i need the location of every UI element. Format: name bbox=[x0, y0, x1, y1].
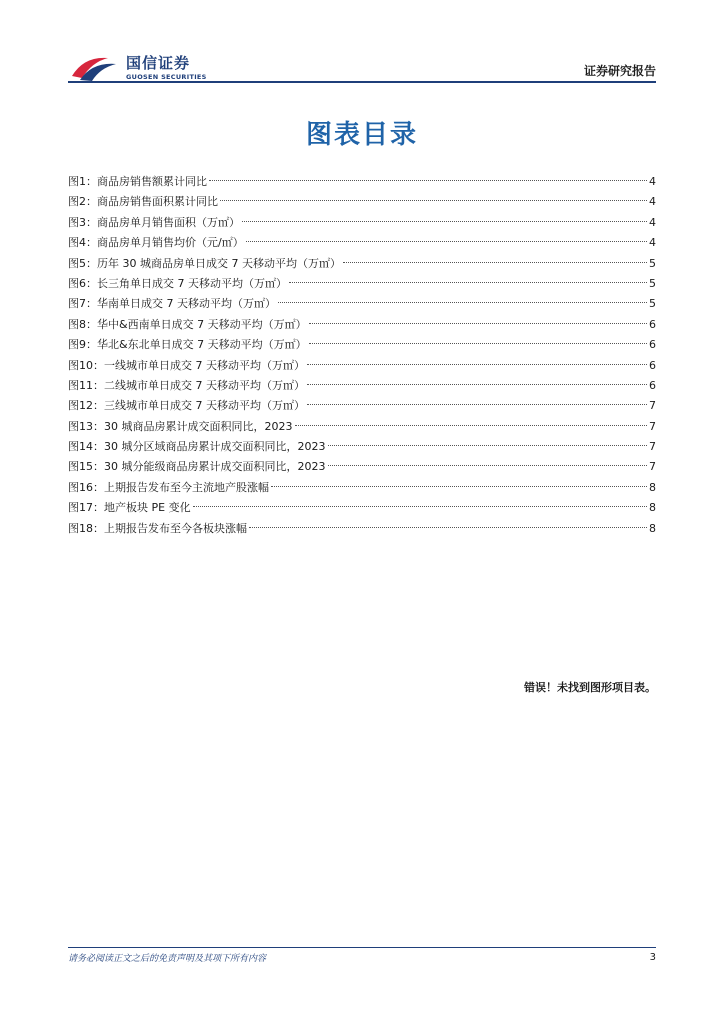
toc-entry-number: 图6： bbox=[68, 276, 97, 290]
toc-entry-page: 5 bbox=[649, 276, 656, 290]
logo-text-cn: 国信证券 bbox=[126, 54, 191, 72]
toc-entry-page: 7 bbox=[649, 440, 656, 454]
toc-entry[interactable] bbox=[68, 457, 656, 477]
toc-entry-page: 6 bbox=[649, 338, 656, 352]
header-divider bbox=[68, 81, 656, 83]
toc-dot-leader bbox=[295, 425, 648, 426]
toc-entry-page: 4 bbox=[649, 175, 656, 188]
toc-entry-title: 30 城商品房累计成交面积同比，2023 bbox=[104, 419, 293, 433]
toc-entry-number: 图4： bbox=[68, 236, 97, 250]
toc-entry-title: 华中&西南单日成交 7 天移动平均（万㎡） bbox=[97, 317, 307, 331]
toc-entry-number: 图5： bbox=[68, 256, 97, 270]
toc-entry-number: 图16： bbox=[68, 480, 104, 494]
toc-entry-page: 6 bbox=[649, 317, 656, 331]
toc-entry[interactable] bbox=[68, 519, 656, 539]
toc-entry-title: 一线城市单日成交 7 天移动平均（万㎡） bbox=[104, 358, 305, 372]
footer-disclaimer: 请务必阅读正文之后的免责声明及其项下所有内容 bbox=[68, 954, 267, 964]
toc-entry-title: 上期报告发布至今主流地产股涨幅 bbox=[104, 480, 269, 494]
toc-entry[interactable] bbox=[68, 192, 656, 212]
toc-entry[interactable] bbox=[68, 274, 656, 294]
toc-entry-number: 图7： bbox=[68, 297, 97, 311]
toc-entry-page: 6 bbox=[649, 378, 656, 392]
toc-entry-title: 30 城分能级商品房累计成交面积同比，2023 bbox=[104, 460, 326, 474]
toc-dot-leader bbox=[328, 465, 648, 466]
page-number: 3 bbox=[649, 952, 656, 963]
toc-dot-leader bbox=[209, 180, 647, 181]
toc-entry-number: 图9： bbox=[68, 338, 97, 352]
toc-list bbox=[68, 172, 656, 539]
toc-dot-leader bbox=[307, 404, 647, 405]
toc-entry-title: 地产板块 PE 变化 bbox=[104, 501, 191, 515]
toc-entry-number: 图1： bbox=[68, 175, 97, 188]
toc-entry-title: 商品房销售面积累计同比 bbox=[97, 195, 218, 209]
toc-dot-leader bbox=[271, 486, 647, 487]
error-note: 错误！未找到图形项目表。 bbox=[524, 681, 656, 694]
toc-entry-page: 4 bbox=[649, 195, 656, 209]
toc-entry-title: 商品房单月销售均价（元/㎡） bbox=[97, 236, 244, 250]
toc-dot-leader bbox=[278, 302, 647, 303]
toc-entry-page: 6 bbox=[649, 358, 656, 372]
page-header bbox=[0, 0, 724, 90]
toc-dot-leader bbox=[289, 282, 647, 283]
toc-entry-page: 5 bbox=[649, 256, 656, 270]
toc-dot-leader bbox=[307, 384, 647, 385]
toc-title: 图表目录 bbox=[305, 120, 418, 150]
toc-entry[interactable] bbox=[68, 213, 656, 233]
toc-entry-title: 商品房单月销售面积（万㎡） bbox=[97, 215, 240, 229]
toc-entry-page: 8 bbox=[649, 501, 656, 515]
toc-entry[interactable] bbox=[68, 335, 656, 355]
toc-dot-leader bbox=[343, 262, 647, 263]
footer-divider bbox=[68, 947, 656, 948]
logo-text-en: GUOSEN SECURITIES bbox=[126, 73, 207, 81]
toc-entry-number: 图3： bbox=[68, 215, 97, 229]
toc-entry-page: 7 bbox=[649, 460, 656, 474]
toc-entry[interactable] bbox=[68, 376, 656, 396]
toc-entry-page: 5 bbox=[649, 297, 656, 311]
toc-entry[interactable] bbox=[68, 417, 656, 437]
toc-entry-title: 30 城分区域商品房累计成交面积同比，2023 bbox=[104, 440, 326, 454]
toc-dot-leader bbox=[328, 445, 648, 446]
toc-entry-title: 历年 30 城商品房单日成交 7 天移动平均（万㎡） bbox=[97, 256, 341, 270]
toc-entry-number: 图8： bbox=[68, 317, 97, 331]
toc-entry-page: 7 bbox=[649, 419, 656, 433]
toc-entry-number: 图17： bbox=[68, 501, 104, 515]
toc-dot-leader bbox=[309, 343, 647, 344]
toc-entry-page: 8 bbox=[649, 480, 656, 494]
toc-entry[interactable] bbox=[68, 294, 656, 314]
toc-dot-leader bbox=[309, 323, 647, 324]
toc-dot-leader bbox=[249, 527, 647, 528]
toc-entry-title: 华北&东北单日成交 7 天移动平均（万㎡） bbox=[97, 338, 307, 352]
toc-entry-title: 二线城市单日成交 7 天移动平均（万㎡） bbox=[104, 378, 305, 392]
toc-entry-title: 华南单日成交 7 天移动平均（万㎡） bbox=[97, 297, 276, 311]
report-type-label: 证券研究报告 bbox=[583, 64, 656, 78]
toc-entry-title: 长三角单日成交 7 天移动平均（万㎡） bbox=[97, 276, 287, 290]
toc-entry-number: 图12： bbox=[68, 399, 104, 413]
toc-dot-leader bbox=[242, 221, 647, 222]
toc-entry-title: 上期报告发布至今各板块涨幅 bbox=[104, 521, 247, 535]
toc-entry[interactable] bbox=[68, 254, 656, 274]
toc-entry-number: 图10： bbox=[68, 358, 104, 372]
toc-entry-page: 4 bbox=[649, 236, 656, 250]
toc-entry-page: 7 bbox=[649, 399, 656, 413]
toc-entry-page: 8 bbox=[649, 521, 656, 535]
toc-entry-number: 图13： bbox=[68, 419, 104, 433]
toc-entry-title: 三线城市单日成交 7 天移动平均（万㎡） bbox=[104, 399, 305, 413]
toc-entry-title: 商品房销售额累计同比 bbox=[97, 175, 207, 188]
toc-entry[interactable] bbox=[68, 233, 656, 253]
toc-entry[interactable] bbox=[68, 478, 656, 498]
toc-entry-number: 图2： bbox=[68, 195, 97, 209]
toc-entry[interactable] bbox=[68, 498, 656, 518]
toc-entry-number: 图18： bbox=[68, 521, 104, 535]
toc-dot-leader bbox=[307, 364, 647, 365]
toc-entry[interactable] bbox=[68, 172, 656, 192]
toc-entry-number: 图11： bbox=[68, 378, 104, 392]
toc-entry[interactable] bbox=[68, 437, 656, 457]
toc-dot-leader bbox=[193, 506, 647, 507]
toc-entry[interactable] bbox=[68, 356, 656, 376]
toc-entry-number: 图14： bbox=[68, 440, 104, 454]
guosen-logo-icon bbox=[70, 52, 118, 82]
toc-entry[interactable] bbox=[68, 396, 656, 416]
toc-entry-page: 4 bbox=[649, 215, 656, 229]
toc-entry-number: 图15： bbox=[68, 460, 104, 474]
toc-dot-leader bbox=[246, 241, 647, 242]
toc-dot-leader bbox=[220, 200, 647, 201]
toc-entry[interactable] bbox=[68, 315, 656, 335]
